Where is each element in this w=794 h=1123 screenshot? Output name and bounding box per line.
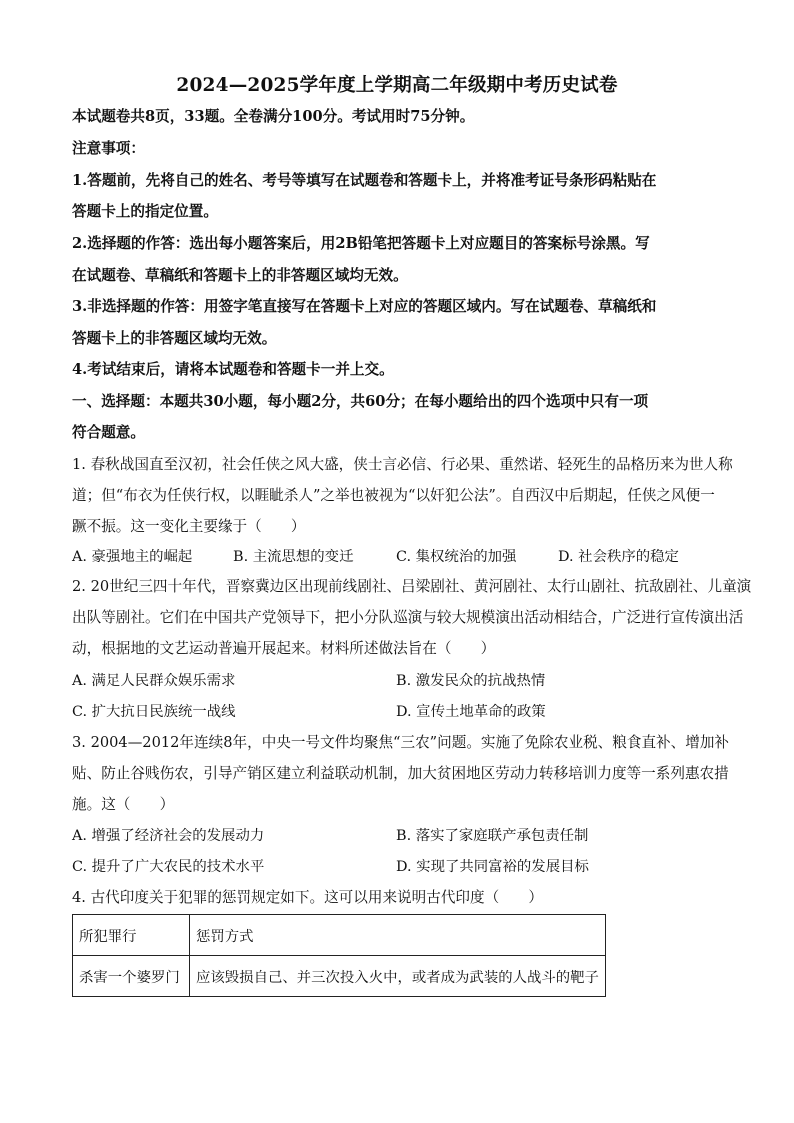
q2-option-a[interactable]: A. 满足人民群众娱乐需求 xyxy=(72,673,236,689)
section-heading-line-2: 符合题意。 xyxy=(72,424,145,441)
table-cell: 应该毁损自己、并三次投入火中，或者成为武装的人战斗的靶子 xyxy=(190,956,606,997)
q1-stem-line-1: 1. 春秋战国直至汉初，社会任侠之风大盛，侠士言必信、行必果、重然诺、轻死生的品格历来为世人称 xyxy=(72,456,733,473)
q3-option-d[interactable]: D. 实现了共同富裕的发展目标 xyxy=(396,859,589,875)
notice-1-line-1: 1.答题前，先将自己的姓名、考号等填写在试题卷和答题卡上，并将准考证号条形码粘贴在 xyxy=(72,172,657,189)
q3-stem-line-3: 施。这（ ） xyxy=(72,796,175,813)
q2-option-d[interactable]: D. 宣传土地革命的政策 xyxy=(396,704,546,720)
q2-stem-line-3: 动，根据地的文艺运动普遍开展起来。材料所述做法旨在（ ） xyxy=(72,640,496,657)
q3-option-c[interactable]: C. 提升了广大农民的技术水平 xyxy=(72,859,265,875)
notice-3-line-1: 3.非选择题的作答：用签字笔直接写在答题卡上对应的答题区域内。写在试题卷、草稿纸和 xyxy=(72,298,657,315)
table-header-cell: 惩罚方式 xyxy=(190,915,606,956)
page-title: 2024—2025学年度上学期高二年级期中考历史试卷 xyxy=(176,75,618,96)
q2-option-b[interactable]: B. 激发民众的抗战热情 xyxy=(396,673,546,689)
q4-punishment-table xyxy=(72,914,606,997)
q1-stem-line-3: 蹶不振。这一变化主要缘于（ ） xyxy=(72,518,306,535)
q1-option-a[interactable]: A. 豪强地主的崛起 xyxy=(72,549,193,565)
notice-3-line-2: 答题卡上的非答题区域均无效。 xyxy=(72,330,277,347)
q3-option-a[interactable]: A. 增强了经济社会的发展动力 xyxy=(72,828,265,844)
table-row xyxy=(73,956,606,997)
q2-stem-line-2: 出队等剧社。它们在中国共产党领导下，把小分队巡演与较大规模演出活动相结合，广泛进行宣传演出活 xyxy=(72,609,744,626)
q4-stem-line-1: 4. 古代印度关于犯罪的惩罚规定如下。这可以用来说明古代印度（ ） xyxy=(72,889,543,906)
q3-option-b[interactable]: B. 落实了家庭联产承包责任制 xyxy=(396,828,589,844)
exam-intro: 本试题卷共8页，33题。全卷满分100分。考试用时75分钟。 xyxy=(72,108,475,125)
table-header-cell: 所犯罪行 xyxy=(73,915,190,956)
q2-option-c[interactable]: C. 扩大抗日民族统一战线 xyxy=(72,704,236,720)
notice-heading: 注意事项： xyxy=(72,140,145,157)
q2-stem-line-1: 2. 20世纪三四十年代，晋察冀边区出现前线剧社、吕梁剧社、黄河剧社、太行山剧社、抗敌剧社、儿童演 xyxy=(72,578,752,595)
q1-stem-line-2: 道；但“布衣为任侠行权，以睚眦杀人”之举也被视为“以奸犯公法”。自西汉中后期起，任侠之风便一 xyxy=(72,487,715,504)
q1-option-b[interactable]: B. 主流思想的变迁 xyxy=(233,549,354,565)
table-header-row xyxy=(73,915,606,956)
notice-4: 4.考试结束后，请将本试题卷和答题卡一并上交。 xyxy=(72,361,394,378)
table-cell: 杀害一个婆罗门 xyxy=(73,956,190,997)
q3-stem-line-2: 贴、防止谷贱伤农，引导产销区建立利益联动机制，加大贫困地区劳动力转移培训力度等一系列惠农措 xyxy=(72,765,729,782)
section-heading-line-1: 一、选择题：本题共30小题，每小题2分，共60分；在每小题给出的四个选项中只有一项 xyxy=(72,393,649,410)
notice-2-line-2: 在试题卷、草稿纸和答题卡上的非答题区域均无效。 xyxy=(72,267,408,284)
notice-2-line-1: 2.选择题的作答：选出每小题答案后，用2B铅笔把答题卡上对应题目的答案标号涂黑。写 xyxy=(72,235,650,252)
q1-option-c[interactable]: C. 集权统治的加强 xyxy=(396,549,517,565)
notice-1-line-2: 答题卡上的指定位置。 xyxy=(72,203,218,220)
q3-stem-line-1: 3. 2004—2012年连续8年，中央一号文件均聚焦“三农”问题。实施了免除农业税、粮食直补、增加补 xyxy=(72,734,730,751)
q1-option-d[interactable]: D. 社会秩序的稳定 xyxy=(558,549,679,565)
